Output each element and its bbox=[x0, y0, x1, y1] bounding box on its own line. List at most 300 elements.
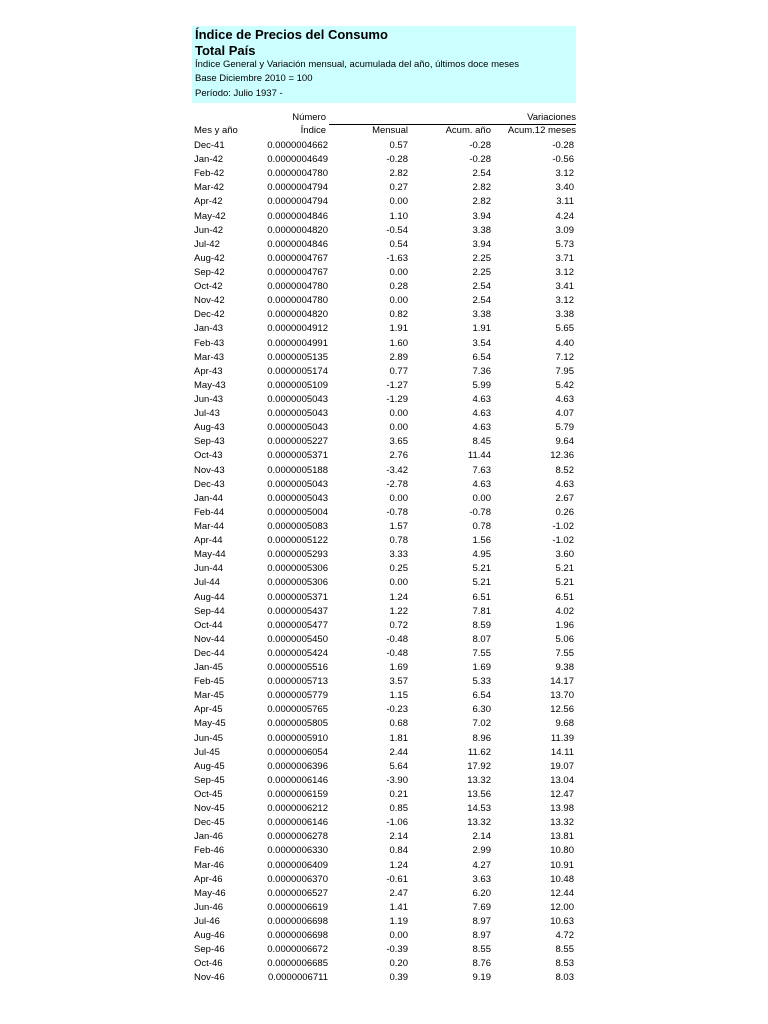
cell-acum-12-meses: 3.38 bbox=[555, 309, 574, 321]
table-row bbox=[192, 816, 576, 830]
cell-mes: Aug-45 bbox=[194, 760, 225, 772]
cell-indice: 0.0000005477 bbox=[267, 619, 328, 631]
cell-acum-12-meses: 4.63 bbox=[555, 393, 574, 405]
cell-acum-12-meses: 11.39 bbox=[550, 732, 574, 744]
table-row bbox=[192, 153, 576, 167]
cell-mensual: -0.48 bbox=[386, 633, 408, 645]
table-row bbox=[192, 576, 576, 590]
cell-acum-12-meses: 12.00 bbox=[550, 901, 574, 913]
cell-mes: Dec-41 bbox=[194, 140, 225, 151]
cell-indice: 0.0000005713 bbox=[267, 676, 328, 688]
cell-indice: 0.0000006330 bbox=[267, 845, 328, 857]
cell-mensual: 2.82 bbox=[389, 168, 408, 180]
cell-mes: Apr-45 bbox=[194, 704, 223, 716]
table-row bbox=[192, 548, 576, 562]
cell-acum-12-meses: 6.51 bbox=[555, 591, 574, 603]
cell-acum-12-meses: -0.28 bbox=[552, 140, 574, 151]
cell-acum-ano: 4.63 bbox=[472, 393, 491, 405]
cell-indice: 0.0000006054 bbox=[267, 746, 328, 758]
cell-mes: Mar-45 bbox=[194, 690, 225, 702]
cell-mensual: 1.81 bbox=[389, 732, 408, 744]
cell-acum-ano: 17.92 bbox=[467, 760, 491, 772]
cell-mensual: 0.77 bbox=[389, 365, 408, 377]
data-table-body bbox=[192, 139, 576, 986]
cell-acum-12-meses: -1.02 bbox=[552, 520, 574, 532]
period-note: Período: Julio 1937 - bbox=[195, 88, 283, 99]
cell-indice: 0.0000005910 bbox=[267, 732, 328, 744]
cell-acum-12-meses: 5.73 bbox=[555, 238, 574, 250]
cell-mes: Jan-45 bbox=[194, 662, 224, 674]
cell-acum-ano: 3.38 bbox=[472, 309, 491, 321]
cell-mensual: -1.29 bbox=[386, 393, 408, 405]
cell-acum-12-meses: 14.11 bbox=[550, 746, 574, 758]
table-row bbox=[192, 139, 576, 153]
cell-mes: Nov-42 bbox=[194, 295, 225, 307]
table-row bbox=[192, 337, 576, 351]
cell-mensual: 2.44 bbox=[389, 746, 408, 758]
cell-acum-12-meses: 12.47 bbox=[550, 789, 574, 801]
cell-mes: Jul-42 bbox=[194, 238, 220, 250]
cell-acum-12-meses: 4.24 bbox=[555, 210, 574, 222]
cell-mensual: 0.00 bbox=[389, 295, 408, 307]
table-row bbox=[192, 703, 576, 717]
cell-acum-ano: 5.99 bbox=[472, 379, 491, 391]
cell-mes: Apr-46 bbox=[194, 873, 223, 885]
cell-acum-ano: 8.96 bbox=[472, 732, 491, 744]
cell-indice: 0.0000004820 bbox=[267, 309, 328, 321]
table-row bbox=[192, 915, 576, 929]
cell-mes: Jul-43 bbox=[194, 408, 220, 420]
cell-mes: Aug-46 bbox=[194, 930, 225, 942]
cell-mensual: -0.23 bbox=[386, 704, 408, 716]
cell-indice: 0.0000005424 bbox=[267, 647, 328, 659]
cell-mes: Feb-44 bbox=[194, 506, 225, 518]
cell-indice: 0.0000005109 bbox=[267, 379, 328, 391]
cell-indice: 0.0000005437 bbox=[267, 605, 328, 617]
cell-mes: Jan-43 bbox=[194, 323, 224, 335]
cell-indice: 0.0000006146 bbox=[267, 817, 328, 829]
cell-acum-ano: 2.99 bbox=[472, 845, 491, 857]
cell-mensual: 1.91 bbox=[389, 323, 408, 335]
cell-mensual: 0.78 bbox=[389, 535, 408, 547]
cell-indice: 0.0000005450 bbox=[267, 633, 328, 645]
cell-mensual: 1.10 bbox=[389, 210, 408, 222]
cell-mes: Dec-44 bbox=[194, 647, 225, 659]
cell-indice: 0.0000004767 bbox=[267, 266, 328, 278]
cell-indice: 0.0000005779 bbox=[267, 690, 328, 702]
table-row bbox=[192, 929, 576, 943]
table-row bbox=[192, 844, 576, 858]
cell-mes: Jan-42 bbox=[194, 154, 224, 166]
cell-mensual: -0.48 bbox=[386, 647, 408, 659]
cell-acum-ano: 2.25 bbox=[472, 266, 491, 278]
cell-indice: 0.0000006278 bbox=[267, 831, 328, 843]
cell-acum-12-meses: 3.12 bbox=[555, 168, 574, 180]
cell-indice: 0.0000005293 bbox=[267, 549, 328, 561]
column-header-mes: Mes y año bbox=[194, 125, 238, 136]
cell-mensual: 0.57 bbox=[389, 140, 408, 151]
cell-acum-12-meses: 0.26 bbox=[555, 506, 574, 518]
cell-acum-ano: 14.53 bbox=[467, 803, 491, 815]
cell-acum-ano: 0.78 bbox=[472, 520, 491, 532]
cell-acum-12-meses: 5.06 bbox=[555, 633, 574, 645]
cell-indice: 0.0000005765 bbox=[267, 704, 328, 716]
cell-acum-12-meses: 3.40 bbox=[555, 182, 574, 194]
cell-acum-12-meses: -1.02 bbox=[552, 535, 574, 547]
cell-indice: 0.0000006146 bbox=[267, 774, 328, 786]
cell-acum-12-meses: 4.72 bbox=[555, 930, 574, 942]
cell-acum-ano: 3.94 bbox=[472, 210, 491, 222]
table-row bbox=[192, 464, 576, 478]
column-group-header-variaciones: Variaciones bbox=[527, 112, 576, 123]
table-row bbox=[192, 322, 576, 336]
table-row bbox=[192, 661, 576, 675]
cell-mes: Jan-44 bbox=[194, 492, 224, 504]
cell-acum-12-meses: 3.41 bbox=[555, 281, 574, 293]
cell-acum-12-meses: 19.07 bbox=[550, 760, 574, 772]
table-row bbox=[192, 238, 576, 252]
cell-mensual: 0.28 bbox=[389, 281, 408, 293]
cell-mensual: 0.68 bbox=[389, 718, 408, 730]
cell-indice: 0.0000005122 bbox=[267, 535, 328, 547]
table-row bbox=[192, 957, 576, 971]
table-row bbox=[192, 351, 576, 365]
cell-acum-12-meses: 7.55 bbox=[555, 647, 574, 659]
cell-acum-ano: 2.54 bbox=[472, 295, 491, 307]
cell-acum-ano: -0.78 bbox=[469, 506, 491, 518]
cell-mes: May-43 bbox=[194, 379, 226, 391]
cell-mes: May-45 bbox=[194, 718, 226, 730]
cell-acum-ano: 8.55 bbox=[472, 944, 491, 956]
cell-indice: 0.0000005516 bbox=[267, 662, 328, 674]
cell-mensual: 0.20 bbox=[389, 958, 408, 970]
cell-indice: 0.0000006396 bbox=[267, 760, 328, 772]
cell-acum-ano: 7.69 bbox=[472, 901, 491, 913]
cell-acum-12-meses: 13.04 bbox=[550, 774, 574, 786]
cell-acum-ano: 6.54 bbox=[472, 351, 491, 363]
cell-acum-12-meses: 4.40 bbox=[555, 337, 574, 349]
cell-indice: 0.0000004991 bbox=[267, 337, 328, 349]
cell-mensual: -0.39 bbox=[386, 944, 408, 956]
cell-acum-ano: -0.28 bbox=[469, 154, 491, 166]
cell-mes: Jun-43 bbox=[194, 393, 224, 405]
cell-acum-12-meses: 5.65 bbox=[555, 323, 574, 335]
cell-acum-ano: 8.07 bbox=[472, 633, 491, 645]
table-row bbox=[192, 971, 576, 985]
cell-indice: 0.0000004662 bbox=[267, 140, 328, 151]
cell-acum-12-meses: 12.36 bbox=[550, 450, 574, 462]
cell-acum-ano: 8.97 bbox=[472, 916, 491, 928]
cell-mes: Mar-44 bbox=[194, 520, 225, 532]
cell-indice: 0.0000004820 bbox=[267, 224, 328, 236]
cell-acum-12-meses: 3.09 bbox=[555, 224, 574, 236]
cell-mensual: 1.41 bbox=[389, 901, 408, 913]
cell-mes: May-46 bbox=[194, 887, 226, 899]
cell-indice: 0.0000006409 bbox=[267, 859, 328, 871]
cell-mes: Oct-44 bbox=[194, 619, 223, 631]
cell-mensual: 2.76 bbox=[389, 450, 408, 462]
table-row bbox=[192, 492, 576, 506]
table-row bbox=[192, 689, 576, 703]
cell-acum-ano: 6.51 bbox=[472, 591, 491, 603]
cell-mes: Aug-44 bbox=[194, 591, 225, 603]
base-note: Base Diciembre 2010 = 100 bbox=[195, 73, 313, 84]
cell-mes: Sep-43 bbox=[194, 436, 225, 448]
column-header-indice: Índice bbox=[300, 125, 326, 136]
cell-acum-12-meses: 10.80 bbox=[550, 845, 574, 857]
cell-indice: 0.0000004780 bbox=[267, 168, 328, 180]
cell-mes: Dec-43 bbox=[194, 478, 225, 490]
cell-mes: Oct-42 bbox=[194, 281, 223, 293]
cell-acum-12-meses: 1.96 bbox=[555, 619, 574, 631]
cell-acum-12-meses: 9.68 bbox=[555, 718, 574, 730]
cell-indice: 0.0000005805 bbox=[267, 718, 328, 730]
cell-indice: 0.0000005043 bbox=[267, 492, 328, 504]
cell-mes: Jul-46 bbox=[194, 916, 220, 928]
cell-mes: Apr-43 bbox=[194, 365, 223, 377]
cell-indice: 0.0000005227 bbox=[267, 436, 328, 448]
cell-mensual: 0.00 bbox=[389, 196, 408, 208]
cell-mes: Mar-43 bbox=[194, 351, 225, 363]
cell-mes: Sep-46 bbox=[194, 944, 225, 956]
cell-acum-12-meses: 3.12 bbox=[555, 266, 574, 278]
cell-mes: Jun-45 bbox=[194, 732, 224, 744]
cell-mes: Feb-45 bbox=[194, 676, 225, 688]
cell-mensual: -3.42 bbox=[386, 464, 408, 476]
table-row bbox=[192, 407, 576, 421]
cell-acum-ano: 4.27 bbox=[472, 859, 491, 871]
cell-mes: Jun-46 bbox=[194, 901, 224, 913]
cell-acum-ano: 7.36 bbox=[472, 365, 491, 377]
cell-mensual: 3.65 bbox=[389, 436, 408, 448]
table-row bbox=[192, 294, 576, 308]
cell-acum-12-meses: 4.07 bbox=[555, 408, 574, 420]
table-row bbox=[192, 210, 576, 224]
cell-acum-ano: 2.25 bbox=[472, 252, 491, 264]
cell-acum-ano: 2.54 bbox=[472, 168, 491, 180]
cell-mes: Apr-42 bbox=[194, 196, 223, 208]
cell-acum-ano: 3.94 bbox=[472, 238, 491, 250]
cell-mensual: 1.57 bbox=[389, 520, 408, 532]
cell-indice: 0.0000005043 bbox=[267, 393, 328, 405]
cell-mensual: 1.19 bbox=[389, 916, 408, 928]
cell-indice: 0.0000006370 bbox=[267, 873, 328, 885]
cell-indice: 0.0000005371 bbox=[267, 591, 328, 603]
cell-mes: Mar-42 bbox=[194, 182, 225, 194]
table-row bbox=[192, 619, 576, 633]
cell-mes: Oct-45 bbox=[194, 789, 223, 801]
report-title: Índice de Precios del Consumo bbox=[195, 27, 388, 42]
table-row bbox=[192, 308, 576, 322]
cell-acum-12-meses: 12.56 bbox=[550, 704, 574, 716]
cell-mensual: 0.00 bbox=[389, 266, 408, 278]
cell-acum-ano: 1.69 bbox=[472, 662, 491, 674]
cell-acum-ano: 13.32 bbox=[467, 774, 491, 786]
cell-mes: Aug-43 bbox=[194, 422, 225, 434]
cell-acum-12-meses: 10.91 bbox=[550, 859, 574, 871]
cell-acum-12-meses: 3.60 bbox=[555, 549, 574, 561]
cell-acum-ano: 0.00 bbox=[472, 492, 491, 504]
cell-mes: Jun-42 bbox=[194, 224, 224, 236]
cell-mensual: 1.22 bbox=[389, 605, 408, 617]
cell-acum-ano: 9.19 bbox=[472, 972, 491, 984]
table-row bbox=[192, 859, 576, 873]
cell-acum-12-meses: 5.42 bbox=[555, 379, 574, 391]
cell-acum-ano: 3.54 bbox=[472, 337, 491, 349]
cell-mensual: 0.25 bbox=[389, 563, 408, 575]
cell-acum-ano: 2.82 bbox=[472, 182, 491, 194]
cell-mensual: -1.06 bbox=[386, 817, 408, 829]
cell-indice: 0.0000005043 bbox=[267, 408, 328, 420]
cell-mensual: 0.82 bbox=[389, 309, 408, 321]
cell-indice: 0.0000006672 bbox=[267, 944, 328, 956]
cell-acum-ano: -0.28 bbox=[469, 140, 491, 151]
cell-acum-ano: 7.81 bbox=[472, 605, 491, 617]
cell-mes: May-42 bbox=[194, 210, 226, 222]
cell-acum-ano: 5.33 bbox=[472, 676, 491, 688]
cell-mensual: -0.78 bbox=[386, 506, 408, 518]
cell-mensual: -2.78 bbox=[386, 478, 408, 490]
column-header-numero: Número bbox=[292, 112, 326, 123]
cell-mes: Dec-45 bbox=[194, 817, 225, 829]
table-row bbox=[192, 760, 576, 774]
table-row bbox=[192, 181, 576, 195]
table-row bbox=[192, 605, 576, 619]
cell-acum-ano: 8.59 bbox=[472, 619, 491, 631]
cell-acum-ano: 7.63 bbox=[472, 464, 491, 476]
cell-acum-ano: 13.56 bbox=[467, 789, 491, 801]
cell-acum-12-meses: 5.21 bbox=[555, 563, 574, 575]
table-row bbox=[192, 732, 576, 746]
cell-acum-12-meses: 13.32 bbox=[550, 817, 574, 829]
cell-indice: 0.0000006159 bbox=[267, 789, 328, 801]
cell-indice: 0.0000004794 bbox=[267, 196, 328, 208]
cell-indice: 0.0000005306 bbox=[267, 577, 328, 589]
table-row bbox=[192, 506, 576, 520]
cell-indice: 0.0000005306 bbox=[267, 563, 328, 575]
cell-acum-ano: 4.63 bbox=[472, 408, 491, 420]
cell-mensual: 0.00 bbox=[389, 408, 408, 420]
cell-mes: Jun-44 bbox=[194, 563, 224, 575]
cell-mensual: 2.89 bbox=[389, 351, 408, 363]
cell-acum-12-meses: 3.71 bbox=[555, 252, 574, 264]
cell-indice: 0.0000006685 bbox=[267, 958, 328, 970]
cell-acum-12-meses: 4.02 bbox=[555, 605, 574, 617]
cell-indice: 0.0000004780 bbox=[267, 281, 328, 293]
cell-acum-12-meses: 14.17 bbox=[550, 676, 574, 688]
cell-indice: 0.0000005083 bbox=[267, 520, 328, 532]
cell-mes: Nov-44 bbox=[194, 633, 225, 645]
report-description: Índice General y Variación mensual, acumulada del año, últimos doce meses bbox=[195, 59, 520, 70]
cell-indice: 0.0000004780 bbox=[267, 295, 328, 307]
cell-indice: 0.0000004912 bbox=[267, 323, 328, 335]
table-row bbox=[192, 421, 576, 435]
table-row bbox=[192, 647, 576, 661]
table-row bbox=[192, 943, 576, 957]
cell-mes: Feb-46 bbox=[194, 845, 225, 857]
cell-indice: 0.0000005188 bbox=[267, 464, 328, 476]
cell-mensual: 0.00 bbox=[389, 492, 408, 504]
cell-mensual: -1.27 bbox=[386, 379, 408, 391]
table-row bbox=[192, 478, 576, 492]
table-row bbox=[192, 802, 576, 816]
cell-indice: 0.0000004649 bbox=[267, 154, 328, 166]
cell-acum-ano: 2.54 bbox=[472, 281, 491, 293]
table-row bbox=[192, 873, 576, 887]
cell-acum-12-meses: 8.55 bbox=[555, 944, 574, 956]
cell-mes: Aug-42 bbox=[194, 252, 225, 264]
cell-mensual: -0.61 bbox=[386, 873, 408, 885]
table-row bbox=[192, 280, 576, 294]
cell-acum-ano: 4.63 bbox=[472, 478, 491, 490]
cell-acum-12-meses: 2.67 bbox=[555, 492, 574, 504]
table-row bbox=[192, 266, 576, 280]
table-row bbox=[192, 224, 576, 238]
cell-acum-12-meses: 3.11 bbox=[556, 196, 574, 208]
table-row bbox=[192, 591, 576, 605]
cell-mensual: 1.69 bbox=[389, 662, 408, 674]
table-row bbox=[192, 449, 576, 463]
cell-mes: Sep-45 bbox=[194, 774, 225, 786]
cell-mensual: 1.24 bbox=[389, 859, 408, 871]
cell-mes: Apr-44 bbox=[194, 535, 223, 547]
cell-mes: Nov-45 bbox=[194, 803, 225, 815]
cell-acum-12-meses: 9.64 bbox=[555, 436, 574, 448]
cell-mensual: 3.33 bbox=[389, 549, 408, 561]
cell-acum-12-meses: 3.12 bbox=[555, 295, 574, 307]
table-row bbox=[192, 562, 576, 576]
cell-acum-ano: 6.20 bbox=[472, 887, 491, 899]
cell-mensual: 1.15 bbox=[389, 690, 408, 702]
cell-indice: 0.0000004846 bbox=[267, 210, 328, 222]
cell-acum-12-meses: 10.48 bbox=[550, 873, 574, 885]
cell-acum-ano: 7.55 bbox=[472, 647, 491, 659]
cell-acum-12-meses: 5.21 bbox=[555, 577, 574, 589]
cell-acum-12-meses: 12.44 bbox=[550, 887, 574, 899]
cell-acum-ano: 3.63 bbox=[472, 873, 491, 885]
cell-mes: Nov-43 bbox=[194, 464, 225, 476]
cell-mensual: 0.27 bbox=[389, 182, 408, 194]
cell-indice: 0.0000006711 bbox=[267, 972, 328, 984]
cell-mensual: 0.00 bbox=[389, 422, 408, 434]
cell-mes: Jan-46 bbox=[194, 831, 224, 843]
cell-acum-ano: 2.14 bbox=[472, 831, 491, 843]
cell-acum-ano: 6.54 bbox=[472, 690, 491, 702]
cell-mensual: 2.14 bbox=[389, 831, 408, 843]
cell-mes: Mar-46 bbox=[194, 859, 225, 871]
cell-acum-ano: 11.44 bbox=[467, 450, 491, 462]
cell-mes: Sep-44 bbox=[194, 605, 225, 617]
column-header-acum-ano: Acum. año bbox=[445, 125, 491, 136]
cell-indice: 0.0000006698 bbox=[267, 916, 328, 928]
table-row bbox=[192, 746, 576, 760]
report-subtitle: Total País bbox=[195, 43, 256, 58]
cell-acum-12-meses: 13.70 bbox=[550, 690, 574, 702]
cell-indice: 0.0000004767 bbox=[267, 252, 328, 264]
table-row bbox=[192, 717, 576, 731]
cell-acum-12-meses: 9.38 bbox=[555, 662, 574, 674]
cell-indice: 0.0000005043 bbox=[267, 422, 328, 434]
cell-mensual: 0.00 bbox=[389, 930, 408, 942]
cell-mensual: -0.28 bbox=[386, 154, 408, 166]
cell-mensual: 5.64 bbox=[389, 760, 408, 772]
cell-acum-12-meses: 7.95 bbox=[555, 365, 574, 377]
column-header-mensual: Mensual bbox=[372, 125, 408, 136]
cell-acum-ano: 5.21 bbox=[472, 563, 491, 575]
cell-indice: 0.0000005004 bbox=[267, 506, 328, 518]
cell-mensual: 0.54 bbox=[389, 238, 408, 250]
table-row bbox=[192, 365, 576, 379]
